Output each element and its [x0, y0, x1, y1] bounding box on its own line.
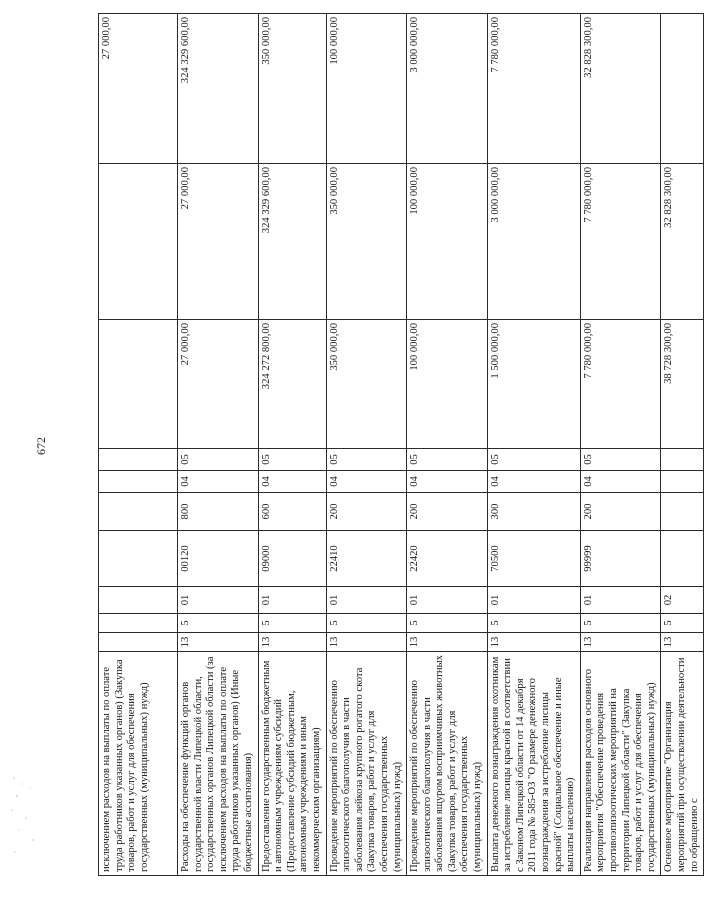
row-name: Выплата денежного вознаграждения охотникам за истребление лисицы красной в соответствии с Законом Липецкой области от 14 декабря 2011 года № 585-ОЗ "О размере денежного вознаграждения за истребление лисицы красной" (Социальное обеспечение и иные выплаты населению) — [487, 652, 580, 876]
row-name: исключением расходов на выплаты по оплате труда работников указанных органов) (Закупка товаров, работ и услуг для обеспечения государственных (муниципальных) нужд) — [99, 652, 178, 876]
cell-expense-type: 200 — [407, 493, 488, 531]
budget-table — [98, 13, 704, 876]
cell-admin: 13 — [487, 633, 580, 652]
cell-expense-type: 200 — [580, 493, 661, 531]
cell-expense-type: 600 — [258, 493, 326, 531]
cell-subprogram: 01 — [407, 587, 488, 614]
row-name: Проведение мероприятий по обеспечению эпизоотического благополучия в части заболевания ящуром восприимчивых животных (Закупка товаров, работ и услуг для обеспечения государственных (муниципальных) нужд) — [407, 652, 488, 876]
rotated-table-container — [62, 0, 700, 890]
row-name: Проведение мероприятий по обеспечению эпизоотического благополучия в части заболевания лейкоза крупного рогатого скота (Закупка товаров, работ и услуг для обеспечения государственных (муниципальных) нужд) — [326, 652, 407, 876]
cell-subprogram: 01 — [487, 587, 580, 614]
cell-subprogram: 02 — [661, 587, 704, 614]
cell-expense-type: 800 — [178, 493, 259, 531]
cell-amount-2: 3 000 000,00 — [487, 164, 580, 320]
cell-admin: 13 — [178, 633, 259, 652]
cell-subsection: 05 — [580, 449, 661, 471]
cell-amount-3: 7 780 000,00 — [487, 14, 580, 164]
cell-amount-2: 32 828 300,00 — [661, 164, 704, 320]
table-row — [326, 14, 407, 876]
cell-section: 04 — [178, 471, 259, 493]
cell-program: 5 — [258, 614, 326, 633]
cell-admin: 13 — [326, 633, 407, 652]
cell-subsection: 05 — [487, 449, 580, 471]
cell-program: 5 — [487, 614, 580, 633]
cell-program — [99, 614, 178, 633]
cell-subprogram: 01 — [178, 587, 259, 614]
row-name: Основное мероприятие "Организация мероприятий при осуществлении деятельности по обращению с — [661, 652, 704, 876]
row-name: Реализация направления расходов основного мероприятия "Обеспечение проведения противоэпизоотических мероприятий на территории Липецкой области" (Закупка товаров, работ и услуг для обеспечения государственных (муниципальных) нужд) — [580, 652, 661, 876]
cell-amount-3: 27 000,00 — [99, 14, 178, 164]
cell-expense-type — [661, 493, 704, 531]
cell-amount-1: 100 000,00 — [407, 320, 488, 449]
cell-direction: 22420 — [407, 531, 488, 587]
document-sheet — [62, 0, 700, 906]
cell-amount-1: 38 728 300,00 — [661, 320, 704, 449]
cell-amount-3: 324 329 600,00 — [178, 14, 259, 164]
cell-amount-2: 350 000,00 — [326, 164, 407, 320]
scan-artifact — [8, 770, 48, 860]
cell-amount-1: 350 000,00 — [326, 320, 407, 449]
cell-expense-type — [99, 493, 178, 531]
cell-section: 04 — [326, 471, 407, 493]
table-row — [487, 14, 580, 876]
cell-amount-2: 7 780 000,00 — [580, 164, 661, 320]
cell-subsection: 05 — [326, 449, 407, 471]
cell-direction — [661, 531, 704, 587]
cell-direction: 00120 — [178, 531, 259, 587]
cell-section — [661, 471, 704, 493]
cell-amount-2: 324 329 600,00 — [258, 164, 326, 320]
cell-section — [99, 471, 178, 493]
cell-section: 04 — [258, 471, 326, 493]
table-row — [661, 14, 704, 876]
cell-subsection: 05 — [407, 449, 488, 471]
cell-subprogram: 01 — [580, 587, 661, 614]
table-row — [258, 14, 326, 876]
cell-amount-2 — [99, 164, 178, 320]
table-row — [178, 14, 259, 876]
cell-amount-3: 3 000 000,00 — [407, 14, 488, 164]
cell-admin: 13 — [661, 633, 704, 652]
cell-subprogram: 01 — [258, 587, 326, 614]
cell-amount-1: 1 500 000,00 — [487, 320, 580, 449]
cell-program: 5 — [407, 614, 488, 633]
cell-section: 04 — [580, 471, 661, 493]
cell-admin: 13 — [580, 633, 661, 652]
cell-program: 5 — [661, 614, 704, 633]
cell-subsection — [99, 449, 178, 471]
cell-subsection — [661, 449, 704, 471]
cell-amount-1: 7 780 000,00 — [580, 320, 661, 449]
cell-amount-2: 100 000,00 — [407, 164, 488, 320]
cell-subprogram — [99, 587, 178, 614]
cell-expense-type: 200 — [326, 493, 407, 531]
cell-direction: 22410 — [326, 531, 407, 587]
cell-amount-3 — [661, 14, 704, 164]
cell-section: 04 — [487, 471, 580, 493]
cell-direction — [99, 531, 178, 587]
cell-amount-3: 100 000,00 — [326, 14, 407, 164]
cell-amount-1: 27 000,00 — [178, 320, 259, 449]
cell-expense-type: 300 — [487, 493, 580, 531]
cell-program: 5 — [326, 614, 407, 633]
cell-direction: 99999 — [580, 531, 661, 587]
cell-program: 5 — [178, 614, 259, 633]
table-row — [99, 14, 178, 876]
cell-subsection: 05 — [178, 449, 259, 471]
cell-amount-2: 27 000,00 — [178, 164, 259, 320]
table-row — [580, 14, 661, 876]
row-name: Расходы на обеспечение функций органов государственной власти Липецкой области, государственных органов Липецкой области (за исключением расходов на выплаты по оплате труда работников указанных органов) (Иные бюджетные ассигнования) — [178, 652, 259, 876]
cell-admin: 13 — [407, 633, 488, 652]
cell-subprogram: 01 — [326, 587, 407, 614]
row-name: Предоставление государственным бюджетным и автономным учреждениям субсидий (Предоставление субсидий бюджетным, автономным учреждениям и иным некоммерческим организациям) — [258, 652, 326, 876]
page-number: 672 — [34, 437, 48, 455]
cell-admin — [99, 633, 178, 652]
cell-amount-1: 324 272 800,00 — [258, 320, 326, 449]
cell-amount-1 — [99, 320, 178, 449]
table-row — [407, 14, 488, 876]
cell-amount-3: 32 828 300,00 — [580, 14, 661, 164]
cell-admin: 13 — [258, 633, 326, 652]
cell-amount-3: 350 000,00 — [258, 14, 326, 164]
cell-subsection: 05 — [258, 449, 326, 471]
cell-direction: 09000 — [258, 531, 326, 587]
cell-direction: 70500 — [487, 531, 580, 587]
cell-section: 04 — [407, 471, 488, 493]
cell-program: 5 — [580, 614, 661, 633]
